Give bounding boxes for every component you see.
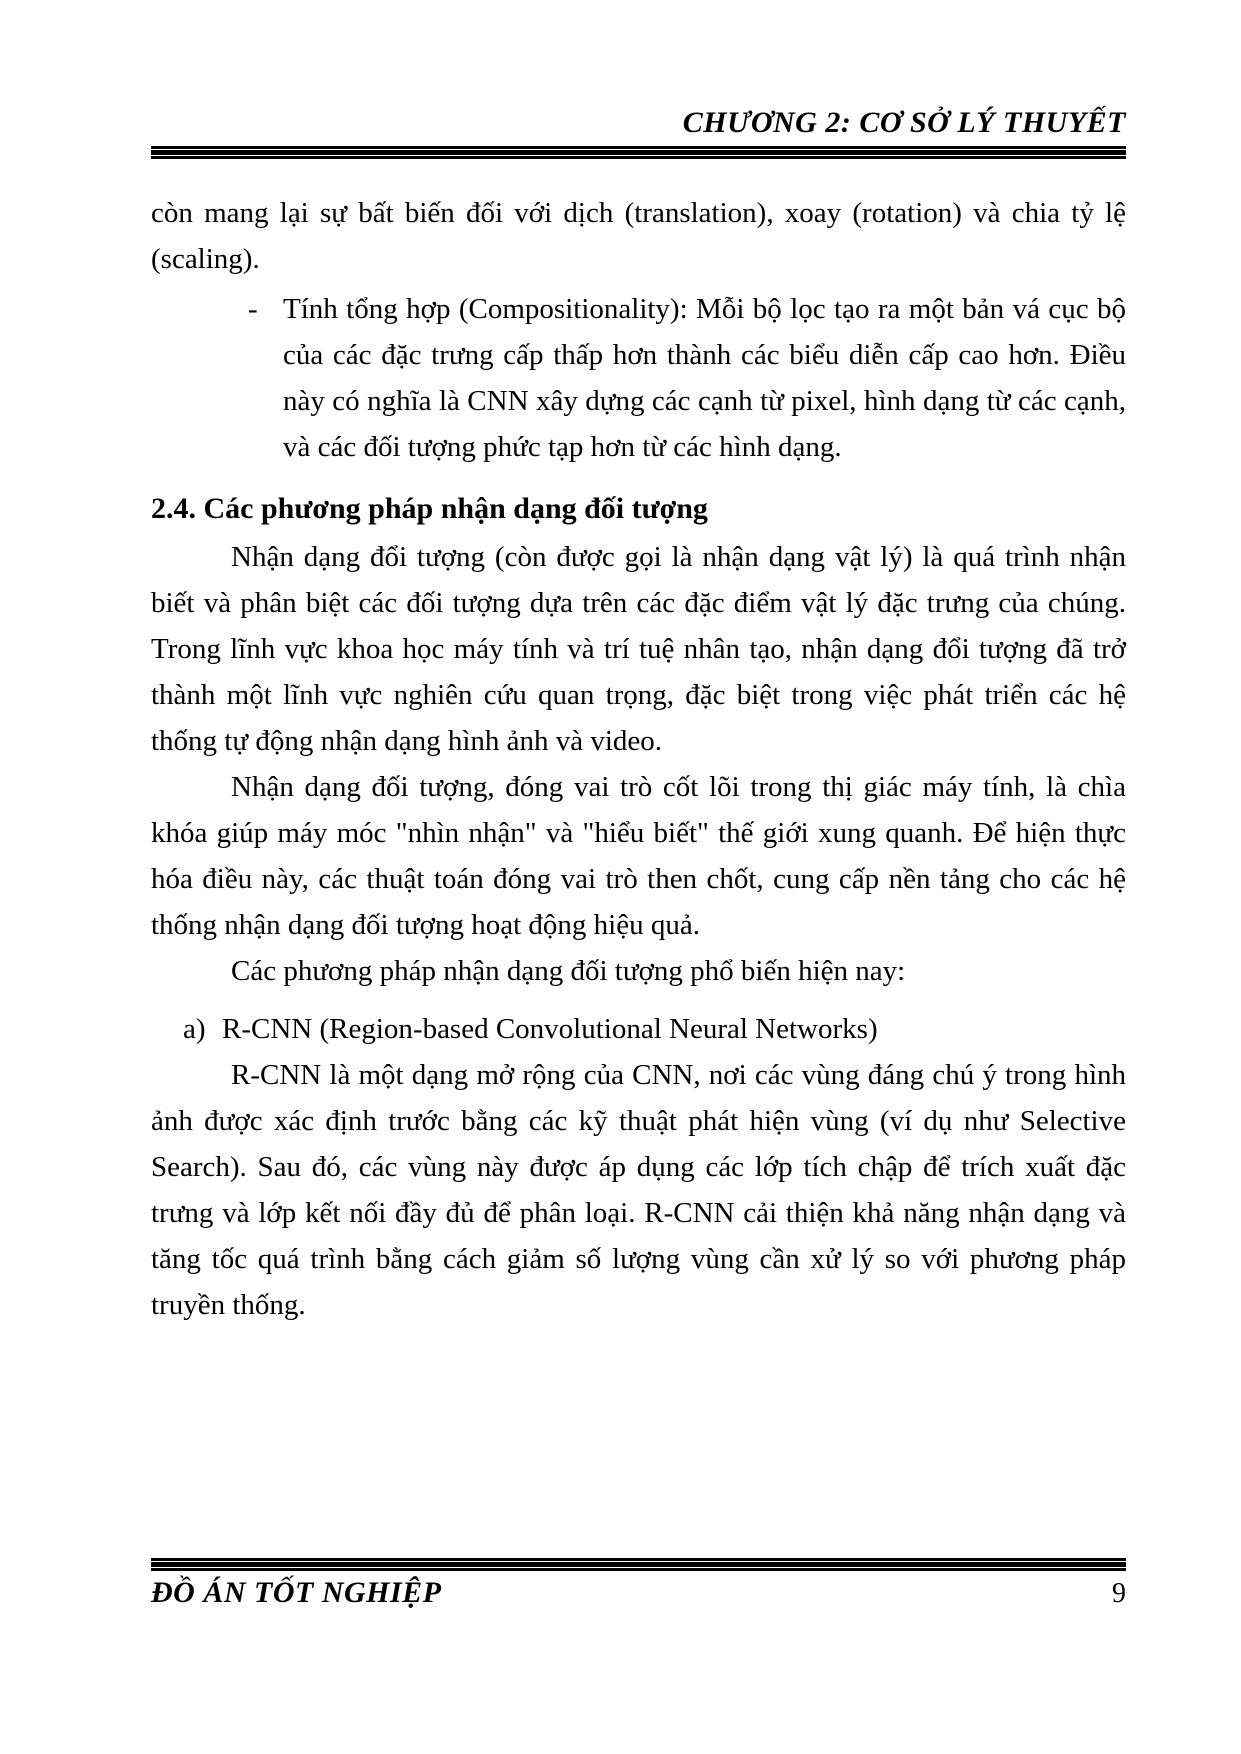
header-chapter-title: CHƯƠNG 2: CƠ SỞ LÝ THUYẾT	[682, 106, 1126, 139]
bullet-item-text: Tính tổng hợp (Compositionality): Mỗi bộ lọc tạo ra một bản vá cục bộ của các đặc trưng cấp thấp hơn thành các biểu diễn cấp cao hơn. Điều này có nghĩa là CNN xây dựng các cạnh từ pixel, hình dạng từ các cạnh, và các đối tượng phức tạp hơn từ các hình dạng.	[283, 293, 1126, 463]
footer-project-label: ĐỒ ÁN TỐT NGHIỆP	[151, 1576, 442, 1609]
paragraph-rcnn-description: R-CNN là một dạng mở rộng của CNN, nơi các vùng đáng chú ý trong hình ảnh được xác định trước bằng các kỹ thuật phát hiện vùng (ví dụ như Selective Search). Sau đó, các vùng này được áp dụng các lớp tích chập để trích xuất đặc trưng và lớp kết nối đầy đủ để phân loại. R-CNN cải thiện khả năng nhận dạng và tăng tốc quá trình bằng cách giảm số lượng vùng cần xử lý so với phương pháp truyền thống.	[151, 1059, 1126, 1321]
footer-page-number: 9	[1112, 1578, 1126, 1609]
bullet-marker: -	[248, 293, 258, 325]
bullet-list-item	[248, 286, 1126, 470]
list-continuation-text: còn mang lại sự bất biến đối với dịch (translation), xoay (rotation) và chia tỷ lệ (scaling).	[151, 197, 1126, 275]
footer-row	[151, 1576, 1126, 1610]
section-heading: 2.4. Các phương pháp nhận dạng đối tượng	[151, 492, 708, 525]
footer-rule	[151, 1558, 1126, 1571]
paragraph-methods-lead-in: Các phương pháp nhận dạng đối tượng phổ biến hiện nay:	[231, 955, 906, 987]
page-body	[151, 190, 1126, 1328]
header-rule	[151, 146, 1126, 159]
paragraph-object-recognition-intro: Nhận dạng đổi tượng (còn được gọi là nhận dạng vật lý) là quá trình nhận biết và phân biệt các đối tượng dựa trên các đặc điểm vật lý đặc trưng của chúng. Trong lĩnh vực khoa học máy tính và trí tuệ nhân tạo, nhận dạng đổi tượng đã trở thành một lĩnh vực nghiên cứu quan trọng, đặc biệt trong việc phát triển các hệ thống tự động nhận dạng hình ảnh và video.	[151, 541, 1126, 757]
method-item-label: R-CNN (Region-based Convolutional Neural Networks)	[222, 1013, 878, 1045]
page-footer	[151, 1556, 1126, 1610]
paragraph-object-recognition-role: Nhận dạng đối tượng, đóng vai trò cốt lõi trong thị giác máy tính, là chìa khóa giúp máy móc "nhìn nhận" và "hiểu biết" thế giới xung quanh. Để hiện thực hóa điều này, các thuật toán đóng vai trò then chốt, cung cấp nền tảng cho các hệ thống nhận dạng đối tượng hoạt động hiệu quả.	[151, 771, 1126, 941]
method-item-marker: a)	[183, 1013, 206, 1045]
method-list-item-rcnn	[183, 1006, 1126, 1052]
page-header	[151, 0, 1126, 159]
